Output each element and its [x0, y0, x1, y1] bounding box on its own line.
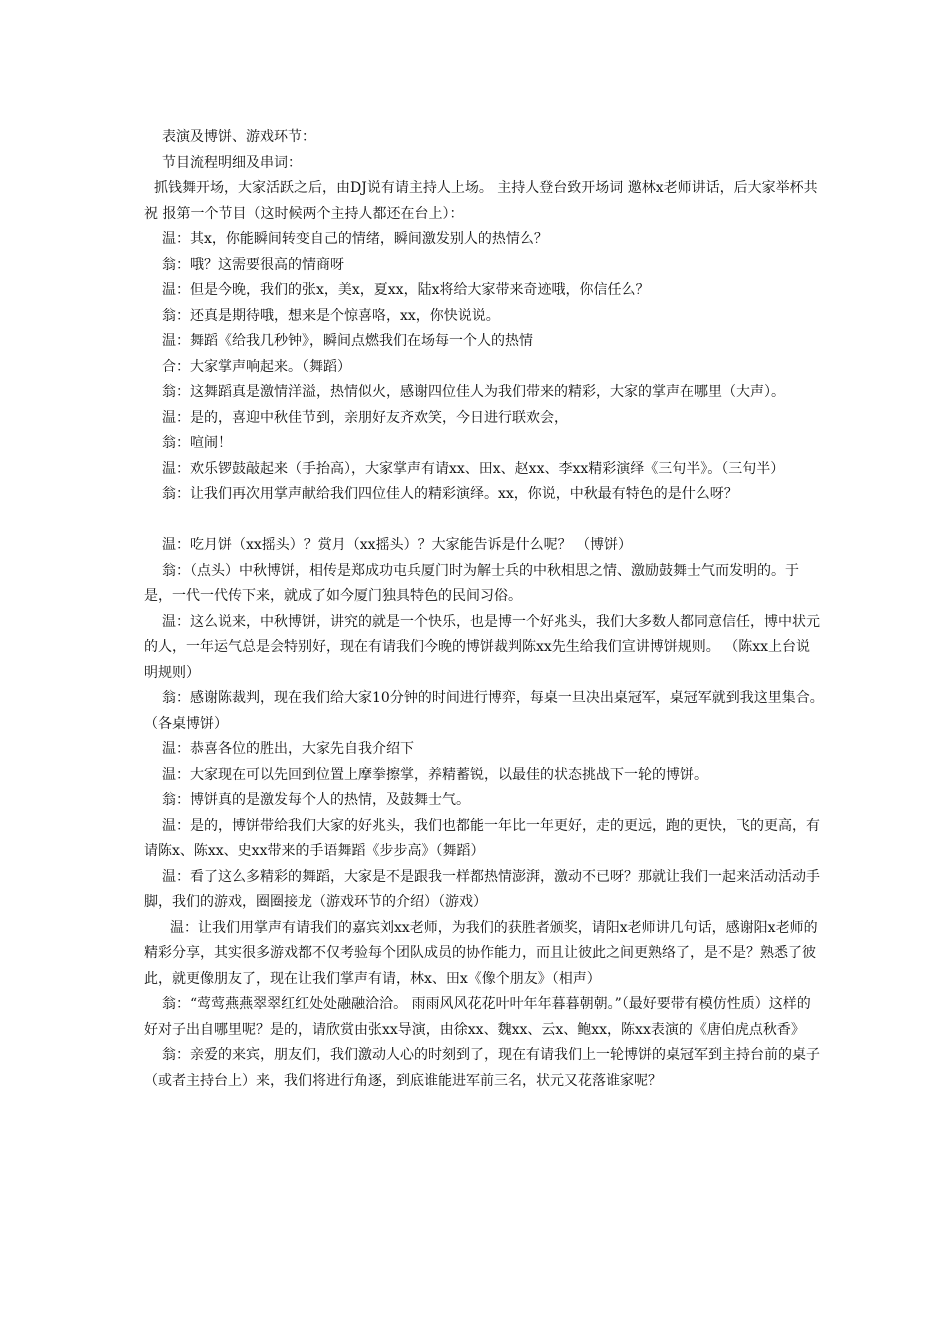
paragraph: 温：吃月饼（xx摇头）？赏月（xx摇头）？大家能告诉是什么呢？ （博饼）: [162, 537, 633, 553]
section-title: 表演及博饼、游戏环节：: [162, 129, 316, 145]
paragraph: 翁：哦？这需要很高的情商呀: [162, 256, 344, 273]
paragraph: 翁：博饼真的是激发每个人的热情，及鼓舞士气。: [162, 792, 470, 808]
paragraph: 抓钱舞开场，大家活跃之后，由DJ说有请主持人上场。 主持人登台致开场词 邀林x老师讲话，后大家举杯共祝 报第一个节目（这时候两个主持人都还在台上）：: [144, 180, 818, 222]
paragraph: 温：但是今晚，我们的张x，美x，夏xx，陆x将给大家带来奇迹哦，你信任么？: [162, 282, 650, 298]
paragraph: 温：是的，博饼带给我们大家的好兆头，我们也都能一年比一年更好，走的更远，跑的更快，飞的更高，有请陈x、陈xx、史xx带来的手语舞蹈《步步高》（舞蹈）: [144, 817, 820, 859]
paragraph: 翁：感谢陈裁判，现在我们给大家10分钟的时间进行博弈，每桌一旦决出桌冠军，桌冠军就到我这里集合。（各桌博饼）: [144, 690, 824, 732]
blank-line: [144, 508, 824, 534]
paragraph: 温：欢乐锣鼓敲起来（手抬高），大家掌声有请xx、田x、赵xx、李xx精彩演绎《三句半》。（三句半）: [162, 460, 785, 477]
paragraph: 合：大家掌声响起来。（舞蹈）: [162, 358, 351, 375]
paragraph: 翁：还真是期待哦，想来是个惊喜咯，xx，你快说说。: [162, 307, 500, 324]
paragraph: 翁：（点头）中秋博饼，相传是郑成功屯兵厦门时为解士兵的中秋相思之情、激励鼓舞士气而发明的。于是，一代一代传下来，就成了如今厦门独具特色的民间习俗。: [144, 562, 799, 604]
document-body: [144, 125, 824, 1094]
section-subtitle: 节目流程明细及串词：: [162, 154, 302, 171]
paragraph: 温：其x，你能瞬间转变自己的情绪，瞬间激发别人的热情么？: [162, 231, 548, 247]
paragraph: 温：是的，喜迎中秋佳节到，亲朋好友齐欢笑，今日进行联欢会，: [162, 409, 568, 426]
paragraph: 温：让我们用掌声有请我们的嘉宾刘xx老师，为我们的获胜者颁奖，请阳x老师讲几句话，感谢阳x老师的精彩分享，其实很多游戏都不仅考验每个团队成员的协作能力，而且让彼此之间更熟络了，是不是？熟悉了彼此，就更像朋友了，现在让我们掌声有请，林x、田x《像个朋友》（相声）: [144, 919, 818, 987]
paragraph: 温：这么说来，中秋博饼，讲究的就是一个快乐，也是博一个好兆头，我们大多数人都同意信任，博中状元的人，一年运气总是会特别好，现在有请我们今晚的博饼裁判陈xx先生给我们宣讲博饼规则。 （陈xx上台说明规则）: [144, 613, 820, 681]
paragraph: 翁：亲爱的来宾，朋友们，我们激动人心的时刻到了，现在有请我们上一轮博饼的桌冠军到主持台前的桌子（或者主持台上）来，我们将进行角逐，到底谁能进军前三名，状元又花落谁家呢？: [144, 1047, 820, 1089]
paragraph: 温：看了这么多精彩的舞蹈，大家是不是跟我一样都热情澎湃，激动不已呀？那就让我们一起来活动活动手脚，我们的游戏，圈圈接龙（游戏环节的介绍）（游戏）: [144, 868, 820, 910]
paragraph: 温：舞蹈《给我几秒钟》，瞬间点燃我们在场每一个人的热情: [162, 333, 533, 349]
paragraph: 翁：这舞蹈真是激情洋溢，热情似火，感谢四位佳人为我们带来的精彩，大家的掌声在哪里（大声）。: [162, 384, 785, 400]
paragraph: 翁：“莺莺燕燕翠翠红红处处融融洽洽。 雨雨风风花花叶叶年年暮暮朝朝。”（最好要带有模仿性质）这样的好对子出自哪里呢？是的，请欣赏由张xx导演，由徐xx、魏xx、云x、鲍xx，陈xx表演的《唐伯虎点秋香》: [144, 996, 811, 1038]
paragraph: 翁：让我们再次用掌声献给我们四位佳人的精彩演绎。xx，你说，中秋最有特色的是什么呀？: [162, 486, 738, 502]
paragraph: 翁：喧闹！: [162, 435, 232, 451]
paragraph: 温：大家现在可以先回到位置上摩拳擦掌，养精蓄锐，以最佳的状态挑战下一轮的博饼。: [162, 766, 708, 783]
paragraph: 温：恭喜各位的胜出，大家先自我介绍下: [162, 741, 414, 757]
